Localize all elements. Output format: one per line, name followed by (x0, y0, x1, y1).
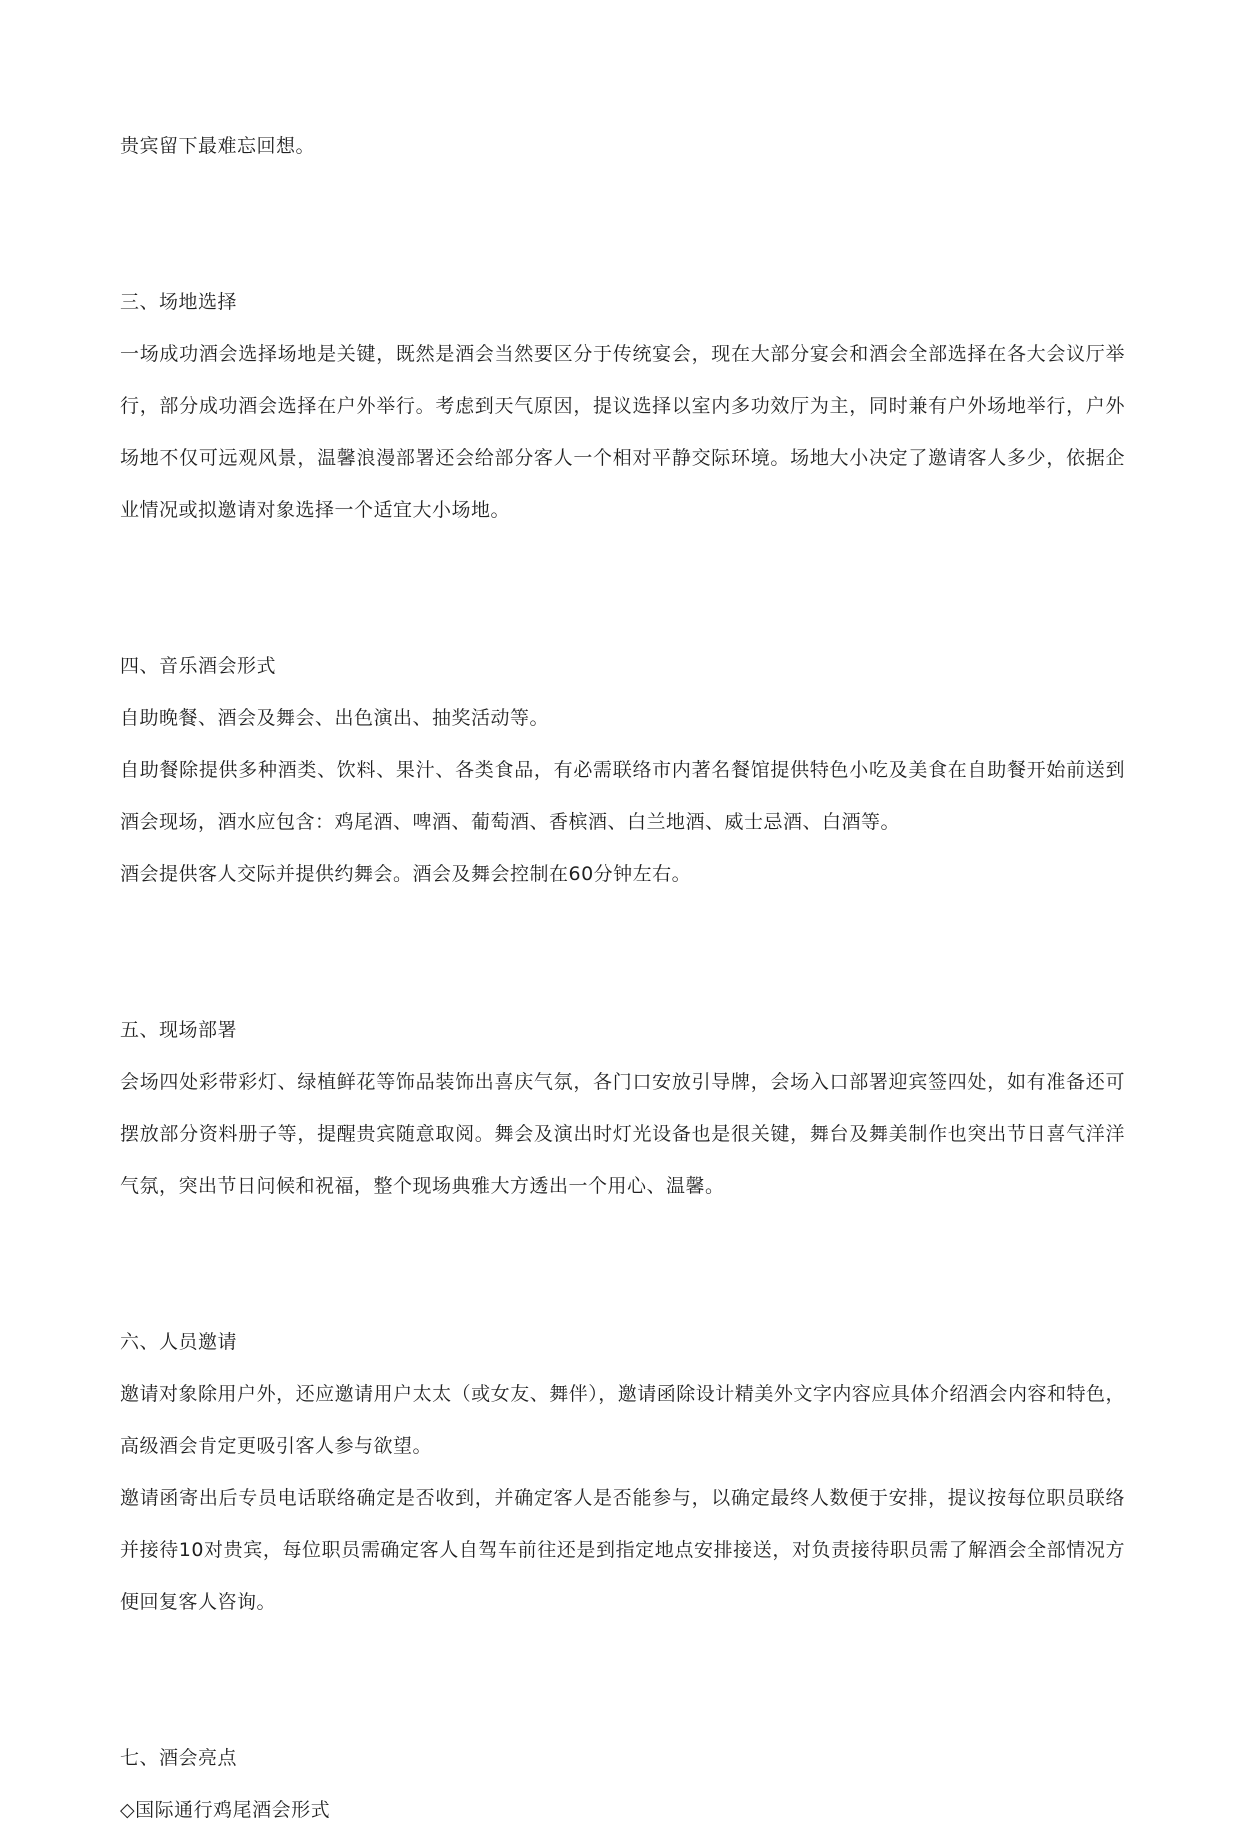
intro-tail-paragraph: 贵宾留下最难忘回想。 (120, 135, 316, 157)
section-spacer (120, 172, 1125, 276)
format-paragraph-1: 自助晚餐、酒会及舞会、出色演出、抽奖活动等。 (120, 707, 550, 729)
venue-paragraph-1: 一场成功酒会选择场地是关键，既然是酒会当然要区分于传统宴会，现在大部分宴会和酒会全部选择在各大会议厅举行，部分成功酒会选择在户外举行。考虑到天气原因，提议选择以室内多功效厅为主，同时兼有户外场地举行，户外场地不仅可远观风景，温馨浪漫部署还会给部分客人一个相对平静交际环境。场地大小决定了邀请客人多少，依据企业情况或拟邀请对象选择一个适宜大小场地。 (120, 343, 1125, 521)
format-paragraph-3: 酒会提供客人交际并提供约舞会。酒会及舞会控制在60分钟左右。 (120, 863, 692, 885)
section-heading-format: 四、音乐酒会形式 (120, 655, 277, 677)
invitation-paragraph-2: 邀请函寄出后专员电话联络确定是否收到，并确定客人是否能参与，以确定最终人数便于安排，提议按每位职员联络并接待10对贵宾，每位职员需确定客人自驾车前往还是到指定地点安排接送，对负责接待职员需了解酒会全部情况方便回复客人咨询。 (120, 1487, 1125, 1613)
section-spacer (120, 1628, 1125, 1732)
highlights-item-1: ◇国际通行鸡尾酒会形式 (120, 1799, 331, 1821)
layout-paragraph-1: 会场四处彩带彩灯、绿植鲜花等饰品装饰出喜庆气氛，各门口安放引导牌，会场入口部署迎宾签四处，如有准备还可摆放部分资料册子等，提醒贵宾随意取阅。舞会及演出时灯光设备也是很关键，舞台及舞美制作也突出节日喜气洋洋气氛，突出节日问候和祝福，整个现场典雅大方透出一个用心、温馨。 (120, 1071, 1125, 1197)
section-spacer (120, 536, 1125, 640)
section-heading-venue: 三、场地选择 (120, 291, 238, 313)
section-heading-highlights: 七、酒会亮点 (120, 1747, 238, 1769)
invitation-paragraph-1: 邀请对象除用户外，还应邀请用户太太（或女友、舞伴），邀请函除设计精美外文字内容应具体介绍酒会内容和特色，高级酒会肯定更吸引客人参与欲望。 (120, 1383, 1125, 1457)
section-heading-layout: 五、现场部署 (120, 1019, 238, 1041)
document-page (120, 120, 1125, 1836)
section-heading-invitation: 六、人员邀请 (120, 1331, 238, 1353)
format-paragraph-2: 自助餐除提供多种酒类、饮料、果汁、各类食品，有必需联络市内著名餐馆提供特色小吃及美食在自助餐开始前送到酒会现场，酒水应包含：鸡尾酒、啤酒、葡萄酒、香槟酒、白兰地酒、威士忌酒、白酒等。 (120, 759, 1125, 833)
section-spacer (120, 900, 1125, 1004)
section-spacer (120, 1212, 1125, 1316)
